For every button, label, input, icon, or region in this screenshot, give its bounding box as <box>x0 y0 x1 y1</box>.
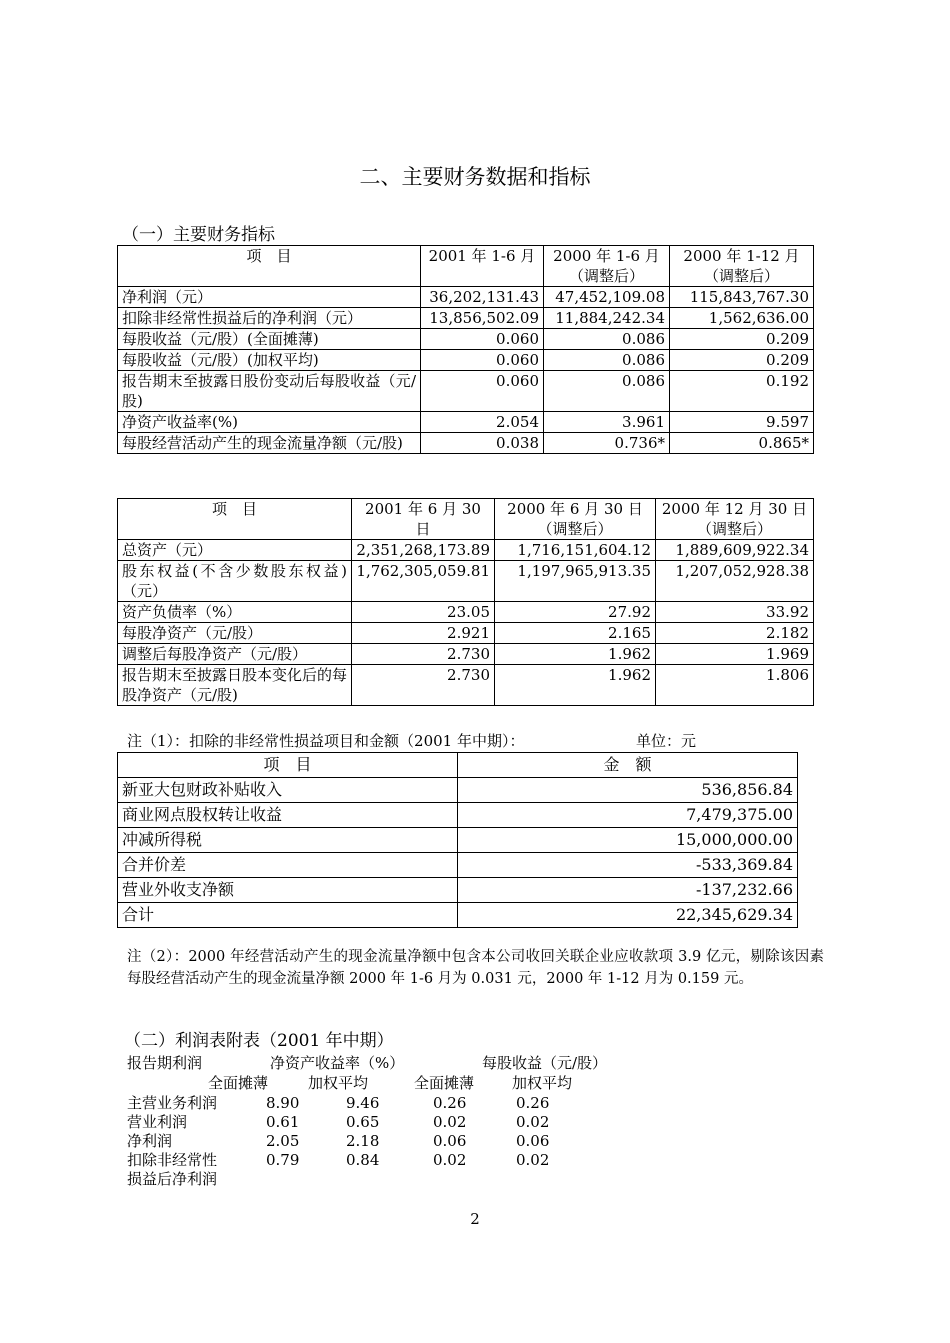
table-header-row <box>118 753 798 778</box>
s2-row-label: 主营业务利润 <box>127 1094 218 1112</box>
table-header-cell: 项 目 <box>118 499 352 540</box>
table-header-cell: 金 额 <box>458 753 798 778</box>
value-cell: 0.086 <box>544 371 670 412</box>
s2-value: 0.02 <box>433 1113 467 1131</box>
value-cell: 11,884,242.34 <box>544 308 670 329</box>
s2-header: 净资产收益率（%） <box>270 1054 405 1072</box>
nonrecurring-items-table <box>117 752 798 928</box>
balance-indicators-table <box>117 498 814 706</box>
table-row <box>118 623 814 644</box>
s2-value: 2.18 <box>346 1132 380 1150</box>
value-cell: 0.060 <box>421 350 544 371</box>
s2-value: 0.06 <box>433 1132 467 1150</box>
value-cell: 2.921 <box>352 623 495 644</box>
table-row <box>118 350 814 371</box>
s2-row-label: 净利润 <box>127 1132 173 1150</box>
page-title: 二、主要财务数据和指标 <box>359 165 591 189</box>
s2-value: 0.61 <box>266 1113 300 1131</box>
s2-value: 0.26 <box>516 1094 550 1112</box>
value-cell: 1,197,965,913.35 <box>495 561 656 602</box>
s2-value: 8.90 <box>266 1094 300 1112</box>
table-row <box>118 665 814 706</box>
value-cell: 9.597 <box>670 412 814 433</box>
s2-row-label: 营业利润 <box>127 1113 188 1131</box>
value-cell: 36,202,131.43 <box>421 287 544 308</box>
s2-value: 0.06 <box>516 1132 550 1150</box>
value-cell: 1.962 <box>495 644 656 665</box>
value-cell: 3.961 <box>544 412 670 433</box>
s2-value: 9.46 <box>346 1094 380 1112</box>
value-cell: 536,856.84 <box>458 778 798 803</box>
table-row <box>118 828 798 853</box>
value-cell: 1,762,305,059.81 <box>352 561 495 602</box>
table-header-cell: 2001 年 1-6 月 <box>421 246 544 287</box>
row-label-cell: 每股收益（元/股）(加权平均) <box>118 350 421 371</box>
row-label-cell: 股东权益(不含少数股东权益)（元） <box>118 561 352 602</box>
s2-row-continuation: 损益后净利润 <box>127 1170 218 1188</box>
table-row <box>118 561 814 602</box>
value-cell: 15,000,000.00 <box>458 828 798 853</box>
value-cell: 0.209 <box>670 350 814 371</box>
table-header-row <box>118 246 814 287</box>
table-header-cell: 2000 年 1-6 月 （调整后） <box>544 246 670 287</box>
value-cell: 27.92 <box>495 602 656 623</box>
s2-row-label: 扣除非经常性 <box>127 1151 218 1169</box>
table-header-cell: 2000 年 12 月 30 日 （调整后） <box>656 499 814 540</box>
value-cell: 0.086 <box>544 350 670 371</box>
s2-value: 0.65 <box>346 1113 380 1131</box>
s2-value: 0.79 <box>266 1151 300 1169</box>
value-cell: 0.086 <box>544 329 670 350</box>
row-label-cell: 报告期末至披露日股份变动后每股收益（元/股) <box>118 371 421 412</box>
value-cell: 0.736* <box>544 433 670 454</box>
value-cell: -533,369.84 <box>458 853 798 878</box>
row-label-cell: 合并价差 <box>118 853 458 878</box>
row-label-cell: 营业外收支净额 <box>118 878 458 903</box>
table-row <box>118 878 798 903</box>
value-cell: 2.730 <box>352 644 495 665</box>
value-cell: 2.054 <box>421 412 544 433</box>
value-cell: 0.192 <box>670 371 814 412</box>
row-label-cell: 冲减所得税 <box>118 828 458 853</box>
row-label-cell: 报告期末至披露日股本变化后的每股净资产（元/股) <box>118 665 352 706</box>
value-cell: 0.060 <box>421 329 544 350</box>
row-label-cell: 每股收益（元/股）(全面摊薄) <box>118 329 421 350</box>
value-cell: -137,232.66 <box>458 878 798 903</box>
value-cell: 22,345,629.34 <box>458 903 798 928</box>
value-cell: 1.962 <box>495 665 656 706</box>
row-label-cell: 资产负债率（%） <box>118 602 352 623</box>
s2-value: 0.26 <box>433 1094 467 1112</box>
s2-header: 报告期利润 <box>127 1054 203 1072</box>
value-cell: 2.182 <box>656 623 814 644</box>
s2-subheader: 加权平均 <box>512 1074 573 1092</box>
row-label-cell: 调整后每股净资产（元/股） <box>118 644 352 665</box>
table-header-cell: 2000 年 1-12 月 （调整后） <box>670 246 814 287</box>
table-header-cell: 项 目 <box>118 246 421 287</box>
s2-value: 0.02 <box>516 1151 550 1169</box>
section2-title: （二）利润表附表（2001 年中期） <box>124 1031 394 1051</box>
table-row <box>118 308 814 329</box>
s2-value: 2.05 <box>266 1132 300 1150</box>
s2-subheader: 全面摊薄 <box>414 1074 475 1092</box>
row-label-cell: 新亚大包财政补贴收入 <box>118 778 458 803</box>
row-label-cell: 净资产收益率(%) <box>118 412 421 433</box>
value-cell: 2.730 <box>352 665 495 706</box>
value-cell: 0.060 <box>421 371 544 412</box>
value-cell: 1,562,636.00 <box>670 308 814 329</box>
section1-title: （一）主要财务指标 <box>122 225 275 245</box>
row-label-cell: 每股净资产（元/股） <box>118 623 352 644</box>
table-header-cell: 项 目 <box>118 753 458 778</box>
table-row <box>118 540 814 561</box>
table-header-cell: 2000 年 6 月 30 日 （调整后） <box>495 499 656 540</box>
table-row <box>118 853 798 878</box>
table-row <box>118 412 814 433</box>
note1-unit: 单位：元 <box>636 732 697 750</box>
table-row <box>118 803 798 828</box>
table-row <box>118 433 814 454</box>
value-cell: 0.038 <box>421 433 544 454</box>
note1-text: 注（1）：扣除的非经常性损益项目和金额（2001 年中期）： <box>127 732 525 750</box>
page-number: 2 <box>470 1210 480 1228</box>
value-cell: 33.92 <box>656 602 814 623</box>
table-row <box>118 287 814 308</box>
value-cell: 23.05 <box>352 602 495 623</box>
table-row <box>118 778 798 803</box>
value-cell: 47,452,109.08 <box>544 287 670 308</box>
row-label-cell: 每股经营活动产生的现金流量净额（元/股) <box>118 433 421 454</box>
s2-value: 0.02 <box>433 1151 467 1169</box>
table-row <box>118 329 814 350</box>
row-label-cell: 商业网点股权转让收益 <box>118 803 458 828</box>
s2-subheader: 加权平均 <box>308 1074 369 1092</box>
main-indicators-table <box>117 245 814 454</box>
row-label-cell: 扣除非经常性损益后的净利润（元） <box>118 308 421 329</box>
value-cell: 1.806 <box>656 665 814 706</box>
value-cell: 1,716,151,604.12 <box>495 540 656 561</box>
table-header-cell: 2001 年 6 月 30 日 <box>352 499 495 540</box>
note2-text: 注（2）：2000 年经营活动产生的现金流量净额中包含本公司收回关联企业应收款项 3.9 亿元，剔除该因素每股经营活动产生的现金流量净额 2000 年 1-6 月为 0.031 元，2000 年 1-12 月为 0.159 元。 <box>127 949 824 987</box>
value-cell: 1,207,052,928.38 <box>656 561 814 602</box>
table-row <box>118 903 798 928</box>
row-label-cell: 总资产（元） <box>118 540 352 561</box>
value-cell: 13,856,502.09 <box>421 308 544 329</box>
table-header-row <box>118 499 814 540</box>
value-cell: 2,351,268,173.89 <box>352 540 495 561</box>
s2-value: 0.02 <box>516 1113 550 1131</box>
s2-value: 0.84 <box>346 1151 380 1169</box>
value-cell: 0.865* <box>670 433 814 454</box>
value-cell: 115,843,767.30 <box>670 287 814 308</box>
s2-subheader: 全面摊薄 <box>208 1074 269 1092</box>
value-cell: 1.969 <box>656 644 814 665</box>
value-cell: 0.209 <box>670 329 814 350</box>
table-row <box>118 602 814 623</box>
row-label-cell: 合计 <box>118 903 458 928</box>
s2-header: 每股收益（元/股） <box>482 1054 608 1072</box>
table-row <box>118 371 814 412</box>
value-cell: 7,479,375.00 <box>458 803 798 828</box>
value-cell: 1,889,609,922.34 <box>656 540 814 561</box>
table-row <box>118 644 814 665</box>
row-label-cell: 净利润（元） <box>118 287 421 308</box>
value-cell: 2.165 <box>495 623 656 644</box>
